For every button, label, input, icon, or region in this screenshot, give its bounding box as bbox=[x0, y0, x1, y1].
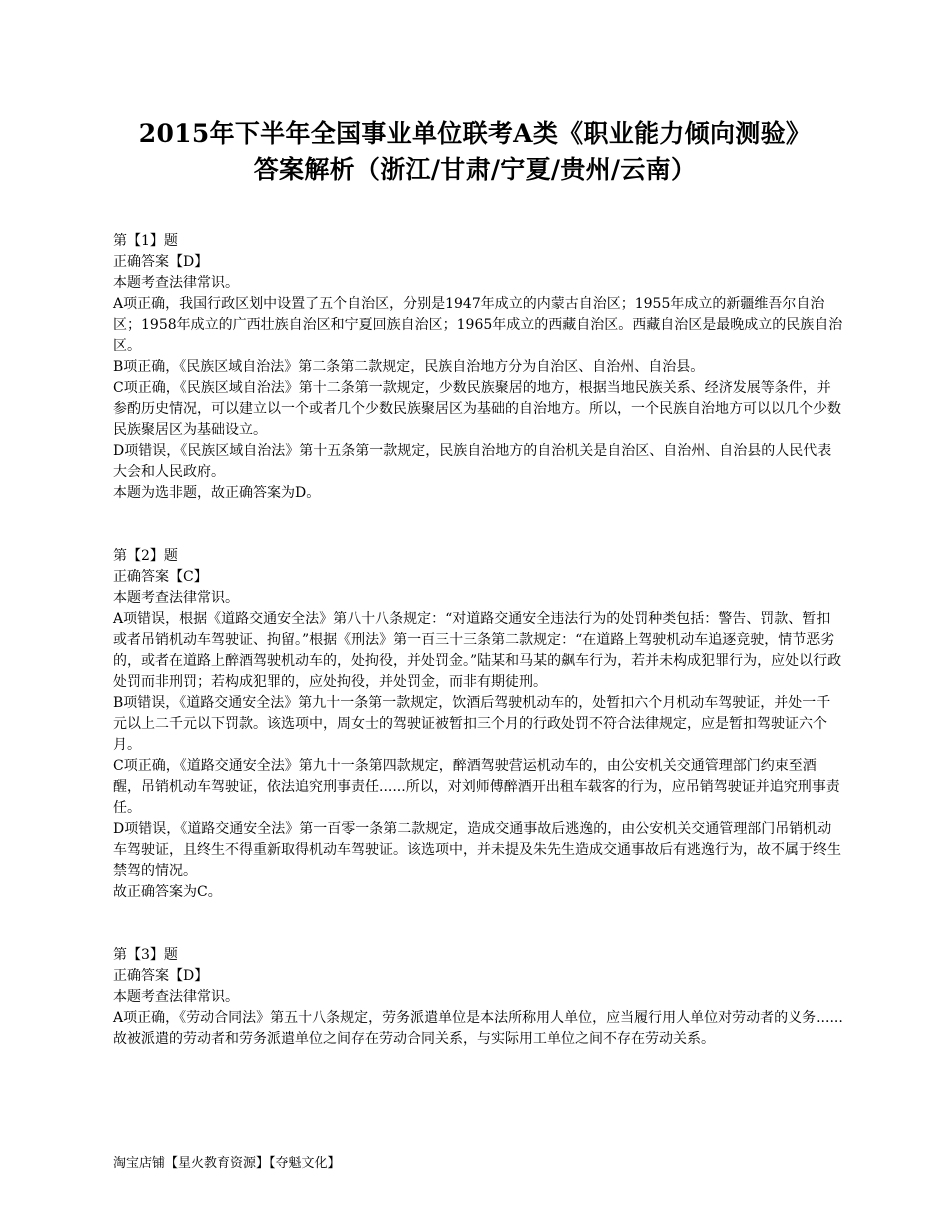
explanation-paragraph: B项错误，《道路交通安全法》第九十一条第一款规定，饮酒后驾驶机动车的，处暂扣六个月机动车驾驶证，并处一千元以上二千元以下罚款。该选项中，周女士的驾驶证被暂扣三个月的行政处罚不符合法律规定，应是暂扣驾驶证六个月。 bbox=[113, 695, 831, 753]
question-3 bbox=[113, 945, 843, 1050]
explanation-paragraph: A项正确，我国行政区划中设置了五个自治区，分别是1947年成立的内蒙古自治区；1955年成立的新疆维吾尔自治区；1958年成立的广西壮族自治区和宁夏回族自治区；1965年成立的西藏自治区。西藏自治区是最晚成立的民族自治区。 bbox=[113, 296, 843, 354]
explanation-paragraph: D项错误，《道路交通安全法》第一百零一条第二款规定，造成交通事故后逃逸的，由公安机关交通管理部门吊销机动车驾驶证，且终生不得重新取得机动车驾驶证。该选项中，并未提及朱先生造成交通事故后有逃逸行为，故不属于终生禁驾的情况。 bbox=[113, 821, 841, 879]
document-title-line-2: 答案解析（浙江/甘肃/宁夏/贵州/云南） bbox=[253, 155, 697, 184]
explanation-paragraph: A项正确，《劳动合同法》第五十八条规定，劳务派遣单位是本法所称用人单位，应当履行用人单位对劳动者的义务......故被派遣的劳动者和劳务派遣单位之间存在劳动合同关系，与实际用工单位之间不存在劳动关系。 bbox=[113, 1010, 843, 1047]
question-topic: 本题考查法律常识。 bbox=[113, 275, 239, 291]
document-title bbox=[60, 116, 890, 188]
explanation-paragraph: D项错误，《民族区域自治法》第十五条第一款规定，民族自治地方的自治机关是自治区、自治州、自治县的人民代表大会和人民政府。 bbox=[113, 443, 832, 480]
question-topic: 本题考查法律常识。 bbox=[113, 989, 239, 1005]
explanation-paragraph: B项正确，《民族区域自治法》第二条第二款规定，民族自治地方分为自治区、自治州、自治县。 bbox=[113, 359, 705, 375]
page-footer: 淘宝店铺【星火教育资源】【夺魁文化】 bbox=[113, 1156, 341, 1171]
conclusion-paragraph: 本题为选非题，故正确答案为D。 bbox=[113, 485, 321, 501]
correct-answer: 正确答案【D】 bbox=[113, 254, 209, 270]
correct-answer: 正确答案【D】 bbox=[113, 968, 209, 984]
explanation-paragraph: A项错误，根据《道路交通安全法》第八十八条规定：“对道路交通安全违法行为的处罚种类包括：警告、罚款、暂扣或者吊销机动车驾驶证、拘留。”根据《刑法》第一百三十三条第二款规定：“在道路上驾驶机动车追逐竞驶，情节恶劣的，或者在道路上醉酒驾驶机动车的，处拘役，并处罚金。”陆某和马某的飙车行为，若并未构成犯罪行为，应处以行政处罚而非刑罚；若构成犯罪的，应处拘役，并处罚金，而非有期徒刑。 bbox=[113, 611, 842, 690]
answer-content bbox=[113, 231, 843, 1050]
explanation-paragraph: C项正确，《道路交通安全法》第九十一条第四款规定，醉酒驾驶营运机动车的，由公安机关交通管理部门约束至酒醒，吊销机动车驾驶证，依法追究刑事责任......所以，对刘师傅醉酒开出租车载客的行为，应吊销驾驶证并追究刑事责任。 bbox=[113, 758, 840, 816]
question-topic: 本题考查法律常识。 bbox=[113, 590, 239, 606]
question-heading: 第【2】题 bbox=[113, 548, 178, 564]
question-2 bbox=[113, 546, 843, 903]
conclusion-paragraph: 故正确答案为C。 bbox=[113, 884, 222, 900]
correct-answer: 正确答案【C】 bbox=[113, 569, 208, 585]
document-title-line-1: 2015年下半年全国事业单位联考A类《职业能力倾向测验》 bbox=[138, 119, 812, 148]
explanation-paragraph: C项正确，《民族区域自治法》第十二条第一款规定，少数民族聚居的地方，根据当地民族关系、经济发展等条件，并参酌历史情况，可以建立以一个或者几个少数民族聚居区为基础的自治地方。所以，一个民族自治地方可以以几个少数民族聚居区为基础设立。 bbox=[113, 380, 841, 438]
question-heading: 第【1】题 bbox=[113, 233, 178, 249]
question-heading: 第【3】题 bbox=[113, 947, 178, 963]
question-1 bbox=[113, 231, 843, 504]
